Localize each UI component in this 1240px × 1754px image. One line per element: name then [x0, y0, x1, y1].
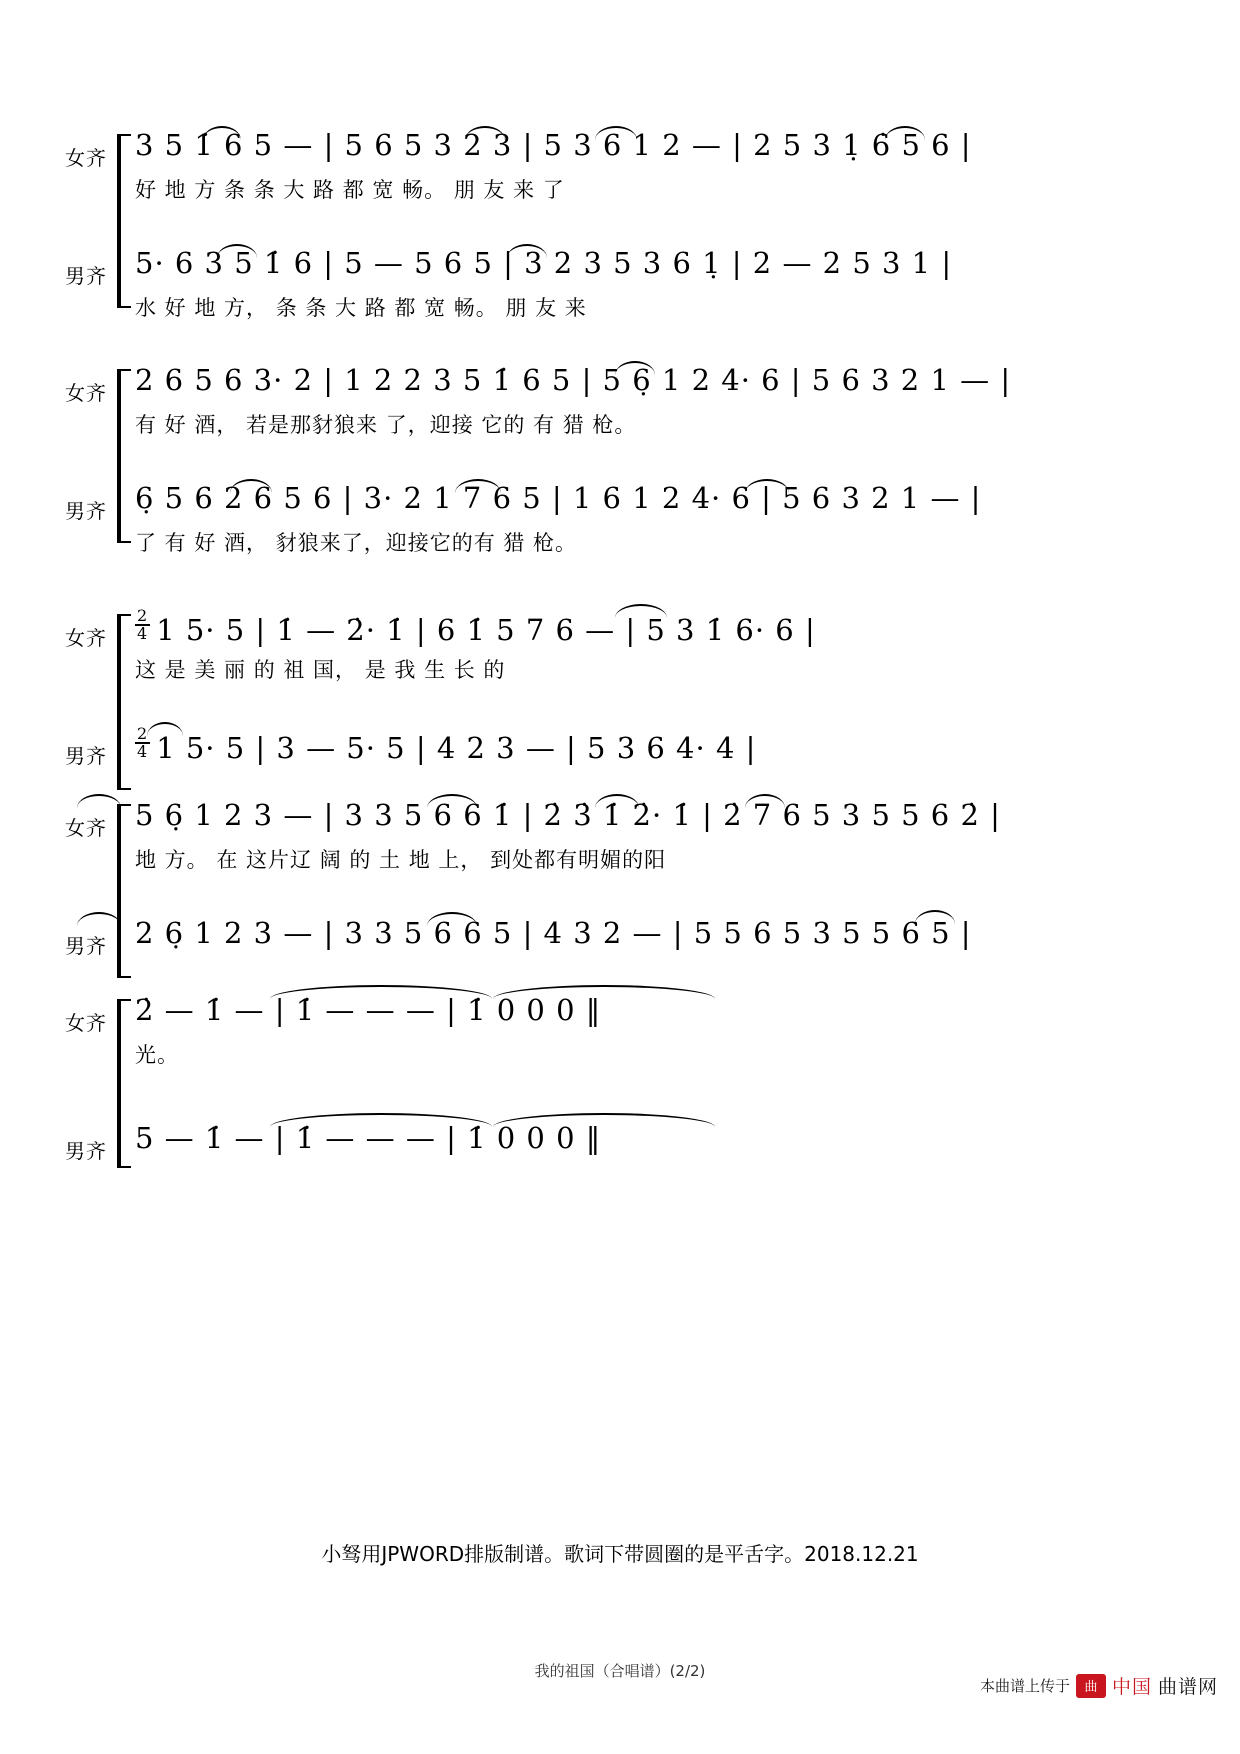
site-name-black[interactable]: 曲谱网 — [1157, 1676, 1218, 1698]
lyrics-male-1: 水 好 地 方， 条 条 大 路 都 宽 畅。 朋 友 来 — [135, 296, 587, 320]
stave-row-female — [55, 790, 1185, 902]
notation-male-1: 5· 6 3 5 1̇ 6 | 5 — 5 6 5 | 3 2 3 5 3 6 1̣ | 2 — 2 5 3 1 | — [135, 246, 953, 280]
stave-row-male — [55, 238, 1185, 350]
tie-icon — [493, 1113, 715, 1127]
part-label-female: 女齐 — [65, 146, 107, 170]
lyrics-male-2: 了 有 好 酒， 豺狼来了，迎接它的有 猎 枪。 — [135, 531, 578, 555]
time-signature-2-4: $\frac{2}{4}$ — [137, 606, 149, 643]
slur-icon — [745, 794, 785, 808]
notation-male-5: 5 — 1̇ — | 1̇ — — — | 1̇ 0 0 0 ‖ — [135, 1121, 602, 1155]
part-label-male: 男齐 — [65, 1139, 107, 1163]
stave-row-female — [55, 985, 1185, 1097]
system-5 — [55, 985, 1185, 1225]
system-2 — [55, 355, 1185, 585]
stave-row-female — [55, 120, 1185, 232]
notation-female-2: 2 6 5 6 3· 2 | 1 2 2 3 5 1̇ 6 5 | 5 6̣ 1 2 4· 6 | 5 6 3 2 1 — | — [135, 363, 1012, 397]
slur-icon — [427, 912, 477, 926]
notation-male-3 — [135, 726, 1185, 765]
notation-male-2: 6̣ 5 6 2 6 5 6 | 3· 2 1 7 6 5 | 1 6 1 2 4· 6 | 5 6 3 2 1 — | — [135, 481, 982, 515]
system-1 — [55, 120, 1185, 350]
part-label-male: 男齐 — [65, 934, 107, 958]
part-label-female: 女齐 — [65, 816, 107, 840]
stave-row-male — [55, 1113, 1185, 1225]
part-label-male: 男齐 — [65, 744, 107, 768]
notation-female-1: 3 5 1̇ 6 5 — | 5 6 5 3 2 3 | 5 3 6 1 2 — | 2 5 3 1̣ 6̇ 5 6 | — [135, 128, 972, 162]
slur-icon — [427, 794, 477, 808]
slur-icon — [147, 722, 183, 736]
site-name-red[interactable]: 中国 — [1111, 1676, 1152, 1698]
site-credit — [980, 1672, 1218, 1699]
tie-icon — [270, 1113, 492, 1127]
credit-prefix-text: 本曲谱上传于 — [979, 1677, 1070, 1695]
tie-icon — [270, 985, 492, 999]
notation-female-4: 5 6̣ 1 2 3 — | 3 3 5 6 6 1̇ | 2̇ 3̇ 1̇ 2̇· 1̇ | 2̇ 7 6 5 3 5 5 6 2̇ | — [135, 798, 1001, 832]
part-label-female: 女齐 — [65, 626, 107, 650]
notation-female-3-text: 1 5· 5 | 1̇ — 2̇· 1̇ | 6 1̇ 5 7 6 — | 5 3 1̇ 6· 6 | — [156, 613, 816, 647]
lyrics-female-2: 有 好 酒， 若是那豺狼来 了，迎接 它的 有 猎 枪。 — [135, 413, 637, 437]
part-label-male: 男齐 — [65, 264, 107, 288]
slur-icon — [595, 794, 639, 808]
lyrics-female-4: 地 方。 在 这片辽 阔 的 土 地 上， 到处都有明媚的阳 — [135, 848, 667, 872]
slur-icon — [615, 604, 667, 618]
footer-page-title: 我的祖国（合唱谱）(2/2) — [534, 1662, 706, 1680]
time-signature-2-4: $\frac{2}{4}$ — [137, 724, 149, 761]
footer-note: 小驽用JPWORD排版制谱。歌词下带圆圈的是平舌字。2018.12.21 — [321, 1542, 919, 1566]
slur-icon — [915, 910, 955, 924]
site-logo-icon: 曲 — [1076, 1674, 1106, 1698]
part-label-male: 男齐 — [65, 499, 107, 523]
slur-icon — [77, 912, 121, 926]
stave-row-male — [55, 473, 1185, 585]
notation-female-5: 2̇ — 1̇ — | 1̇ — — — | 1̇ 0 0 0 ‖ — [135, 993, 602, 1027]
lyrics-female-5: 光。 — [135, 1043, 179, 1067]
tie-icon — [493, 985, 715, 999]
notation-male-4: 2 6̣ 1 2 3 — | 3 3 5 6 6 5 | 4 3 2 — | 5 5 6 5 3 5 5 6 5 | — [135, 916, 972, 950]
stave-row-female — [55, 355, 1185, 467]
lyrics-female-3: 这 是 美 丽 的 祖 国， 是 我 生 长 的 — [135, 658, 506, 682]
part-label-female: 女齐 — [65, 381, 107, 405]
lyrics-female-1: 好 地 方 条 条 大 路 都 宽 畅。 朋 友 来 了 — [135, 178, 565, 202]
stave-row-female — [55, 600, 1185, 712]
part-label-female: 女齐 — [65, 1011, 107, 1035]
slur-icon — [77, 794, 121, 808]
notation-male-3-text: 1 5· 5 | 3 — 5· 5 | 4 2 3 — | 5 3 6 4· 4 | — [156, 731, 757, 765]
